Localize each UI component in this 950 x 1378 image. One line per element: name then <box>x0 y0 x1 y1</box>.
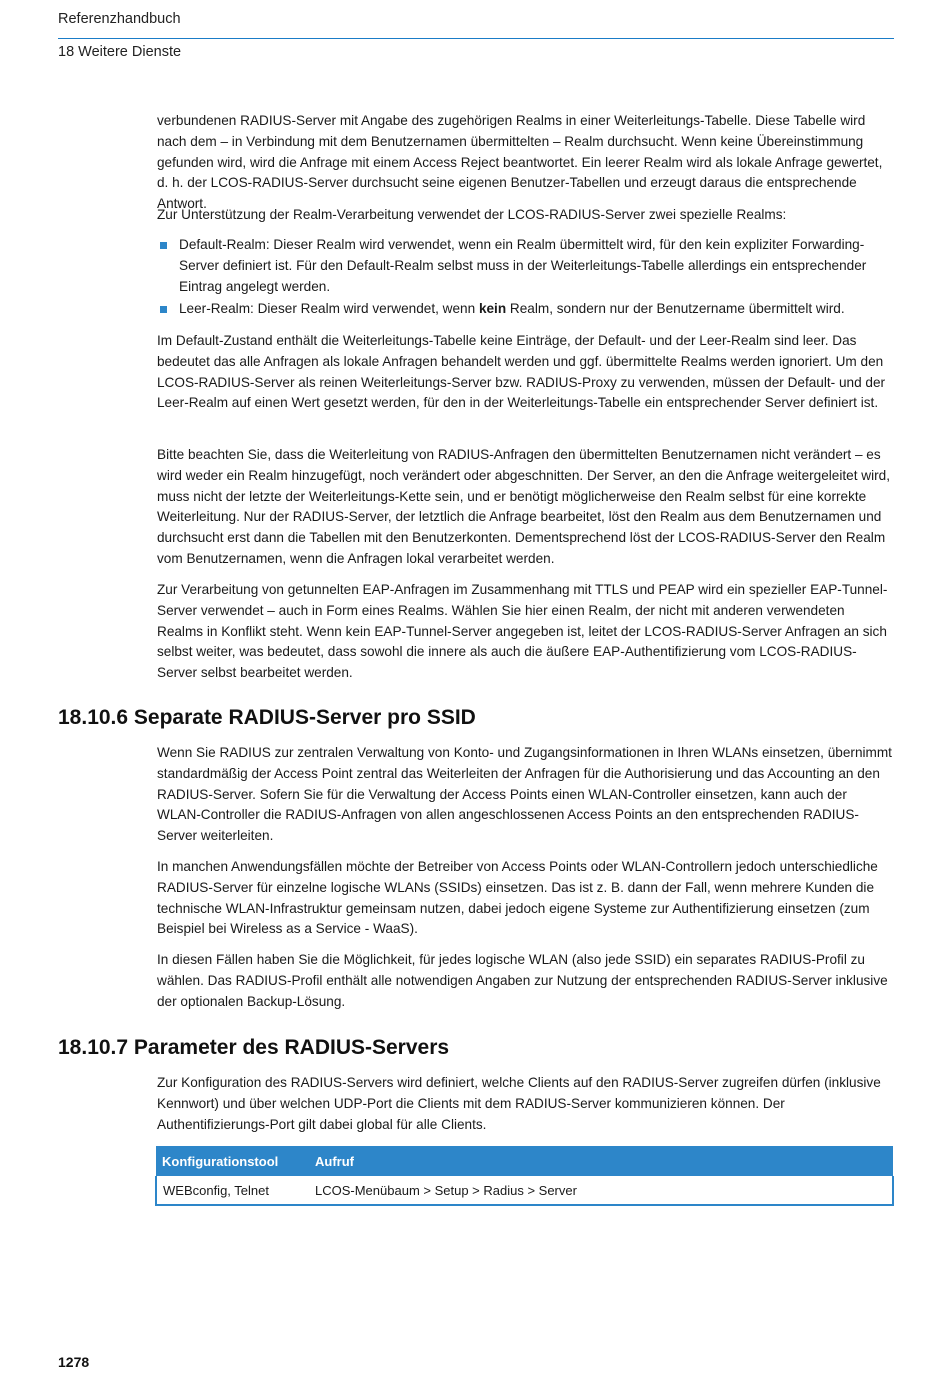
paragraph-text: Zur Konfiguration des RADIUS-Servers wird definiert, welche Clients auf den RADIUS-Server zugreifen dürfen (inklusive Kennwort) und über welchen UDP-Port die Clients mit dem RADIUS-Server kommunizieren können. Der Authentifizierungs-Port gilt dabei global für alle Clients. <box>157 1075 881 1132</box>
paragraph-text: In diesen Fällen haben Sie die Möglichkeit, für jedes logische WLAN (also jede SSID) ein separates RADIUS-Profil zu wählen. Das RADIUS-Profil enthält alle notwendigen Angaben zur Nutzung der entsprechenden RADIUS-Server inklusive der optionalen Backup-Lösung. <box>157 952 888 1009</box>
paragraph-text: Zur Unterstützung der Realm-Verarbeitung verwendet der LCOS-RADIUS-Server zwei spezielle Realms: <box>157 207 787 222</box>
paragraph <box>157 950 894 1012</box>
running-header-title: Referenzhandbuch <box>58 11 181 27</box>
paragraph-text: Wenn Sie RADIUS zur zentralen Verwaltung von Konto- und Zugangsinformationen in Ihren WLANs einsetzen, übernimmt standardmäßig der Access Point zentral das Weiterleiten der Anfragen für die Authorisierung und das Accounting an den RADIUS-Server. Sofern Sie für die Verwaltung der Access Points einen WLAN-Controller einsetzen, kann auch der WLAN-Controller die RADIUS-Anfragen von allen angeschlossenen Access Points an den entsprechenden RADIUS-Server weiterleiten. <box>157 745 892 844</box>
paragraph <box>157 580 894 684</box>
list-item-default-realm <box>157 235 894 297</box>
page-number: 1278 <box>58 1354 90 1370</box>
paragraph <box>157 111 894 215</box>
paragraph-text: Im Default-Zustand enthält die Weiterleitungs-Tabelle keine Einträge, der Default- und der Leer-Realm sind leer. Das bedeutet das alle Anfragen als lokale Anfragen behandelt werden und ggf. übermittelte Realms werden ignoriert. Um den LCOS-RADIUS-Server als reinen Weiterleitungs-Server bzw. RADIUS-Proxy zu verwenden, müssen der Default- und der Leer-Realm auf einen Wert gesetzt werden, für den in der Weiterleitungs-Tabelle ein entsprechender Server definiert ist. <box>157 333 886 411</box>
table-cell-tool: WEBconfig, Telnet <box>156 1176 309 1205</box>
list-item-emphasis: kein <box>478 301 507 317</box>
section-heading-radius-parameters: 18.10.7 Parameter des RADIUS-Servers <box>58 1036 450 1059</box>
running-header-chapter: 18 Weitere Dienste <box>58 44 182 60</box>
list-item-empty-realm <box>157 299 894 320</box>
paragraph-text: Bitte beachten Sie, dass die Weiterleitung von RADIUS-Anfragen den übermittelten Benutzernamen nicht verändert – es wird weder ein Realm hinzugefügt, noch verändert oder abgeschnitten. Der Server, an den die Anfrage weitergeleitet wird, muss nicht der letzte der Weiterleitungs-Kette sein, und er benötigt möglicherweise den Realm selbst für eine korrekte Weiterleitung. Nur der RADIUS-Server, der letztlich die Anfrage bearbeitet, löst den Realm aus dem Benutzernamen und durchsucht erst dann die Tabellen mit den Benutzerkonten. Dementsprechend löst der LCOS-RADIUS-Server den Realm vom Benutzernamen, wenn die Anfragen lokal verarbeitet werden. <box>157 447 890 566</box>
paragraph <box>157 445 894 570</box>
paragraph <box>157 857 894 940</box>
list-item-text: Default-Realm: Dieser Realm wird verwendet, wenn ein Realm übermittelt wird, für den kein expliziter Forwarding-Server definiert ist. Für den Default-Realm selbst muss in der Weiterleitungs-Tabelle allerdings ein entsprechender Eintrag angelegt werden. <box>179 237 867 294</box>
paragraph-text: verbundenen RADIUS-Server mit Angabe des zugehörigen Realms in einer Weiterleitungs-Tabelle. Diese Tabelle wird nach dem – in Verbindung mit dem Benutzernamen übermittelten – Realm durchsucht. Wenn keine Übereinstimmung gefunden wird, wird die Anfrage mit einem Access Reject beantwortet. Ein leerer Realm wird als lokale Anfrage gewertet, d. h. der LCOS-RADIUS-Server durchsucht seine eigenen Benutzer-Tabellen und erzeugt daraus die entsprechende Antwort. <box>157 113 883 212</box>
bullet-square-icon <box>160 242 167 249</box>
paragraph <box>157 205 894 226</box>
table-header-row <box>156 1146 893 1176</box>
config-table <box>155 1146 894 1206</box>
paragraph-text: In manchen Anwendungsfällen möchte der Betreiber von Access Points oder WLAN-Controllern jedoch unterschiedliche RADIUS-Server für einzelne logische WLANs (SSIDs) einsetzen. Das ist z. B. dann der Fall, wenn mehrere Kunden die technische WLAN-Infrastruktur gemeinsam nutzen, dabei jedoch eigene Systeme zur Authentifizierung einsetzen (zum Beispiel bei Wireless as a Service - WaaS). <box>157 859 878 937</box>
table-header-path: Aufruf <box>309 1146 893 1176</box>
paragraph <box>157 1073 894 1135</box>
header-divider <box>58 38 894 39</box>
section-heading-separate-radius: 18.10.6 Separate RADIUS-Server pro SSID <box>58 706 476 729</box>
table-header-tool: Konfigurationstool <box>156 1146 309 1176</box>
list-item-text-start: Leer-Realm: Dieser Realm wird verwendet, wenn <box>179 301 479 317</box>
table-row <box>156 1176 893 1205</box>
paragraph <box>157 331 894 414</box>
list-item-text-end: Realm, sondern nur der Benutzername übermittelt wird. <box>506 301 845 317</box>
realm-list <box>157 235 894 321</box>
table-cell-path: LCOS-Menübaum > Setup > Radius > Server <box>309 1176 893 1205</box>
paragraph <box>157 743 894 847</box>
bullet-square-icon <box>160 306 167 313</box>
paragraph-text: Zur Verarbeitung von getunnelten EAP-Anfragen im Zusammenhang mit TTLS und PEAP wird ein spezieller EAP-Tunnel-Server verwendet – auch in Form eines Realms. Wählen Sie hier einen Realm, der nicht mit anderen verwendeten Realms in Konflikt steht. Wenn kein EAP-Tunnel-Server angegeben ist, leitet der LCOS-RADIUS-Server Anfragen an sich selbst weiter, was bedeutet, dass sowohl die innere als auch die äußere EAP-Authentifizierung vom LCOS-RADIUS-Server selbst bearbeitet werden. <box>157 582 888 681</box>
